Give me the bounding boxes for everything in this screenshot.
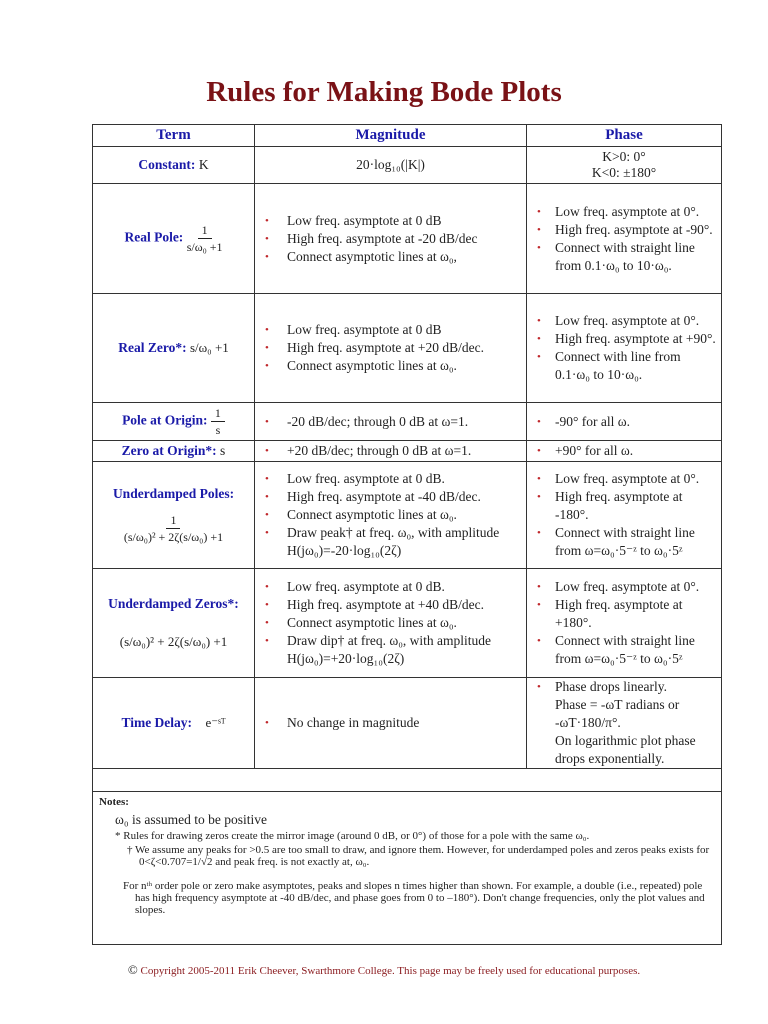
- denominator: s/ω₀ +1: [186, 240, 223, 254]
- magnitude-time-delay: [255, 678, 527, 769]
- list-item: • +20 dB/dec; through 0 dB at ω=1.: [265, 442, 522, 460]
- list-item: • Low freq. asymptote at 0 dB.: [265, 470, 522, 488]
- list-item: • Connect with straight line from 0.1·ω₀ to 10·ω₀.: [537, 239, 717, 275]
- list-item: • Connect asymptotic lines at ω₀.: [265, 614, 522, 632]
- numerator: 1: [166, 512, 180, 529]
- term-label: Pole at Origin:: [122, 412, 208, 428]
- phase-zero-origin: [527, 441, 722, 462]
- term-underdamped-zeros: [93, 569, 255, 678]
- list-item: • Low freq. asymptote at 0 dB: [265, 321, 522, 339]
- phase-line: K<0: ±180°: [591, 165, 657, 180]
- denominator: s: [215, 423, 221, 437]
- list-item: • No change in magnitude: [265, 714, 522, 732]
- phase-underdamped-zeros: [527, 569, 722, 678]
- header-row: [93, 125, 722, 147]
- list-item: • Low freq. asymptote at 0°.: [537, 470, 717, 488]
- bode-rules-table: [92, 124, 722, 945]
- list-item: • -20 dB/dec; through 0 dB at ω=1.: [265, 413, 522, 431]
- phase-real-pole: [527, 184, 722, 294]
- term-expr: s/ω₀ +1: [189, 340, 229, 355]
- list-item: • High freq. asymptote at -40 dB/dec.: [265, 488, 522, 506]
- term-time-delay: [93, 678, 255, 769]
- term-label: Underdamped Zeros*:: [108, 596, 239, 611]
- list-item: • Connect with straight line from ω=ω₀·5⁻ᶻ to ω₀·5ᶻ: [537, 524, 717, 560]
- term-real-zero: [93, 294, 255, 403]
- row-underdamped-poles: [93, 462, 722, 569]
- term-label: Zero at Origin*:: [121, 443, 217, 458]
- phase-real-zero: [527, 294, 722, 403]
- row-time-delay: [93, 678, 722, 769]
- list-item: • Low freq. asymptote at 0 dB.: [265, 578, 522, 596]
- list-item: • Connect with line from 0.1·ω₀ to 10·ω₀.: [537, 348, 717, 384]
- copyright-footer: [0, 962, 768, 978]
- list-item: • High freq. asymptote at -20 dB/dec: [265, 230, 522, 248]
- list-item: • Draw peak† at freq. ω₀, with amplitude H(jω₀)=-20·log₁₀(2ζ): [265, 524, 522, 560]
- numerator: 1: [198, 222, 212, 239]
- empty-cell: [93, 769, 722, 792]
- magnitude-real-zero: [255, 294, 527, 403]
- header-phase: Phase: [527, 125, 722, 147]
- notes-label: Notes:: [99, 796, 129, 808]
- term-real-pole: [93, 184, 255, 294]
- list-item: • High freq. asymptote at +40 dB/dec.: [265, 596, 522, 614]
- phase-line: Phase = -ωT radians or: [555, 697, 680, 712]
- list-item: • Draw dip† at freq. ω₀, with amplitude H(jω₀)=+20·log₁₀(2ζ): [265, 632, 522, 668]
- list-item: • High freq. asymptote at -90°.: [537, 221, 717, 239]
- magnitude-underdamped-poles: [255, 462, 527, 569]
- row-underdamped-zeros: [93, 569, 722, 678]
- header-term: Term: [93, 125, 255, 147]
- row-empty: [93, 769, 722, 792]
- term-expr: s: [220, 443, 226, 458]
- phase-constant: [527, 147, 722, 184]
- numerator: 1: [211, 405, 225, 422]
- row-zero-origin: [93, 441, 722, 462]
- list-item: • Low freq. asymptote at 0 dB: [265, 212, 522, 230]
- phase-time-delay: [527, 678, 722, 769]
- copyright-text: Copyright 2005-2011 Erik Cheever, Swarthmore College. This page may be freely used for educational purposes.: [140, 965, 641, 977]
- magnitude-zero-origin: [255, 441, 527, 462]
- note-omega: ω₀ is assumed to be positive: [115, 812, 267, 827]
- list-item: • +90° for all ω.: [537, 442, 717, 460]
- list-item: • High freq. asymptote at +20 dB/dec.: [265, 339, 522, 357]
- denominator: (s/ω₀)² + 2ζ(s/ω₀) +1: [123, 529, 224, 544]
- list-item: • Low freq. asymptote at 0°.: [537, 578, 717, 596]
- term-fraction: [187, 222, 223, 255]
- row-constant: [93, 147, 722, 184]
- copyright-icon: ©: [127, 962, 138, 977]
- note-zeros: * Rules for drawing zeros create the mirror image (around 0 dB, or 0°) of those for a pole with the same ω₀.: [115, 830, 590, 842]
- list-item: • Low freq. asymptote at 0°.: [537, 312, 717, 330]
- row-real-pole: [93, 184, 722, 294]
- list-item: • -90° for all ω.: [537, 413, 717, 431]
- note-nth-order: For nᵗʰ order pole or zero make asymptotes, peaks and slopes n times higher than shown. For example, a double (i.e., repeated) pole has high frequency asymptote at -40 dB/dec, and phase goes from 0 to –180°). Don't change frequencies, only the plot values and slopes.: [123, 880, 705, 916]
- term-expr: (s/ω₀)² + 2ζ(s/ω₀) +1: [119, 634, 228, 649]
- list-item: • Connect asymptotic lines at ω₀,: [265, 248, 522, 266]
- term-label: Real Pole:: [124, 229, 184, 245]
- magnitude-constant: 20·log₁₀(|K|): [255, 147, 527, 184]
- phase-line: -ωT·180/π°.: [555, 715, 621, 730]
- term-expr: K: [198, 157, 209, 172]
- row-real-zero: [93, 294, 722, 403]
- list-item: • Connect asymptotic lines at ω₀.: [265, 357, 522, 375]
- list-item: • Low freq. asymptote at 0°.: [537, 203, 717, 221]
- list-item: • High freq. asymptote at +180°.: [537, 596, 717, 632]
- term-fraction: [124, 512, 223, 545]
- phase-line: K>0: 0°: [602, 149, 646, 164]
- header-magnitude: Magnitude: [255, 125, 527, 147]
- term-zero-origin: [93, 441, 255, 462]
- list-item: • Phase drops linearly.: [537, 678, 717, 696]
- term-label: Real Zero*:: [118, 340, 187, 355]
- row-pole-origin: [93, 403, 722, 441]
- magnitude-underdamped-zeros: [255, 569, 527, 678]
- list-item: • High freq. asymptote at -180°.: [537, 488, 717, 524]
- list-item: • Connect asymptotic lines at ω₀.: [265, 506, 522, 524]
- row-notes: [93, 792, 722, 945]
- phase-line: drops exponentially.: [555, 751, 665, 766]
- phase-continuation: [531, 696, 717, 768]
- phase-pole-origin: [527, 403, 722, 441]
- term-constant: [93, 147, 255, 184]
- notes-cell: [93, 792, 722, 945]
- term-expr: e⁻ˢᵀ: [205, 715, 226, 730]
- list-item: • Connect with straight line from ω=ω₀·5⁻ᶻ to ω₀·5ᶻ: [537, 632, 717, 668]
- term-label: Time Delay:: [121, 715, 193, 730]
- phase-underdamped-poles: [527, 462, 722, 569]
- term-fraction: [211, 405, 225, 438]
- magnitude-pole-origin: [255, 403, 527, 441]
- phase-line: On logarithmic plot phase: [555, 733, 696, 748]
- list-item: • High freq. asymptote at +90°.: [537, 330, 717, 348]
- magnitude-real-pole: [255, 184, 527, 294]
- page-title: Rules for Making Bode Plots: [206, 76, 562, 108]
- term-label: Constant:: [138, 157, 196, 172]
- term-underdamped-poles: [93, 462, 255, 569]
- note-peaks: † We assume any peaks for >0.5 are too small to draw, and ignore them. However, for underdamped poles and zeros peaks exists for 0<ζ<0.707=1/√2 and peak freq. is not exactly at, ω₀.: [127, 844, 710, 868]
- term-label: Underdamped Poles:: [112, 485, 235, 501]
- term-pole-origin: [93, 403, 255, 441]
